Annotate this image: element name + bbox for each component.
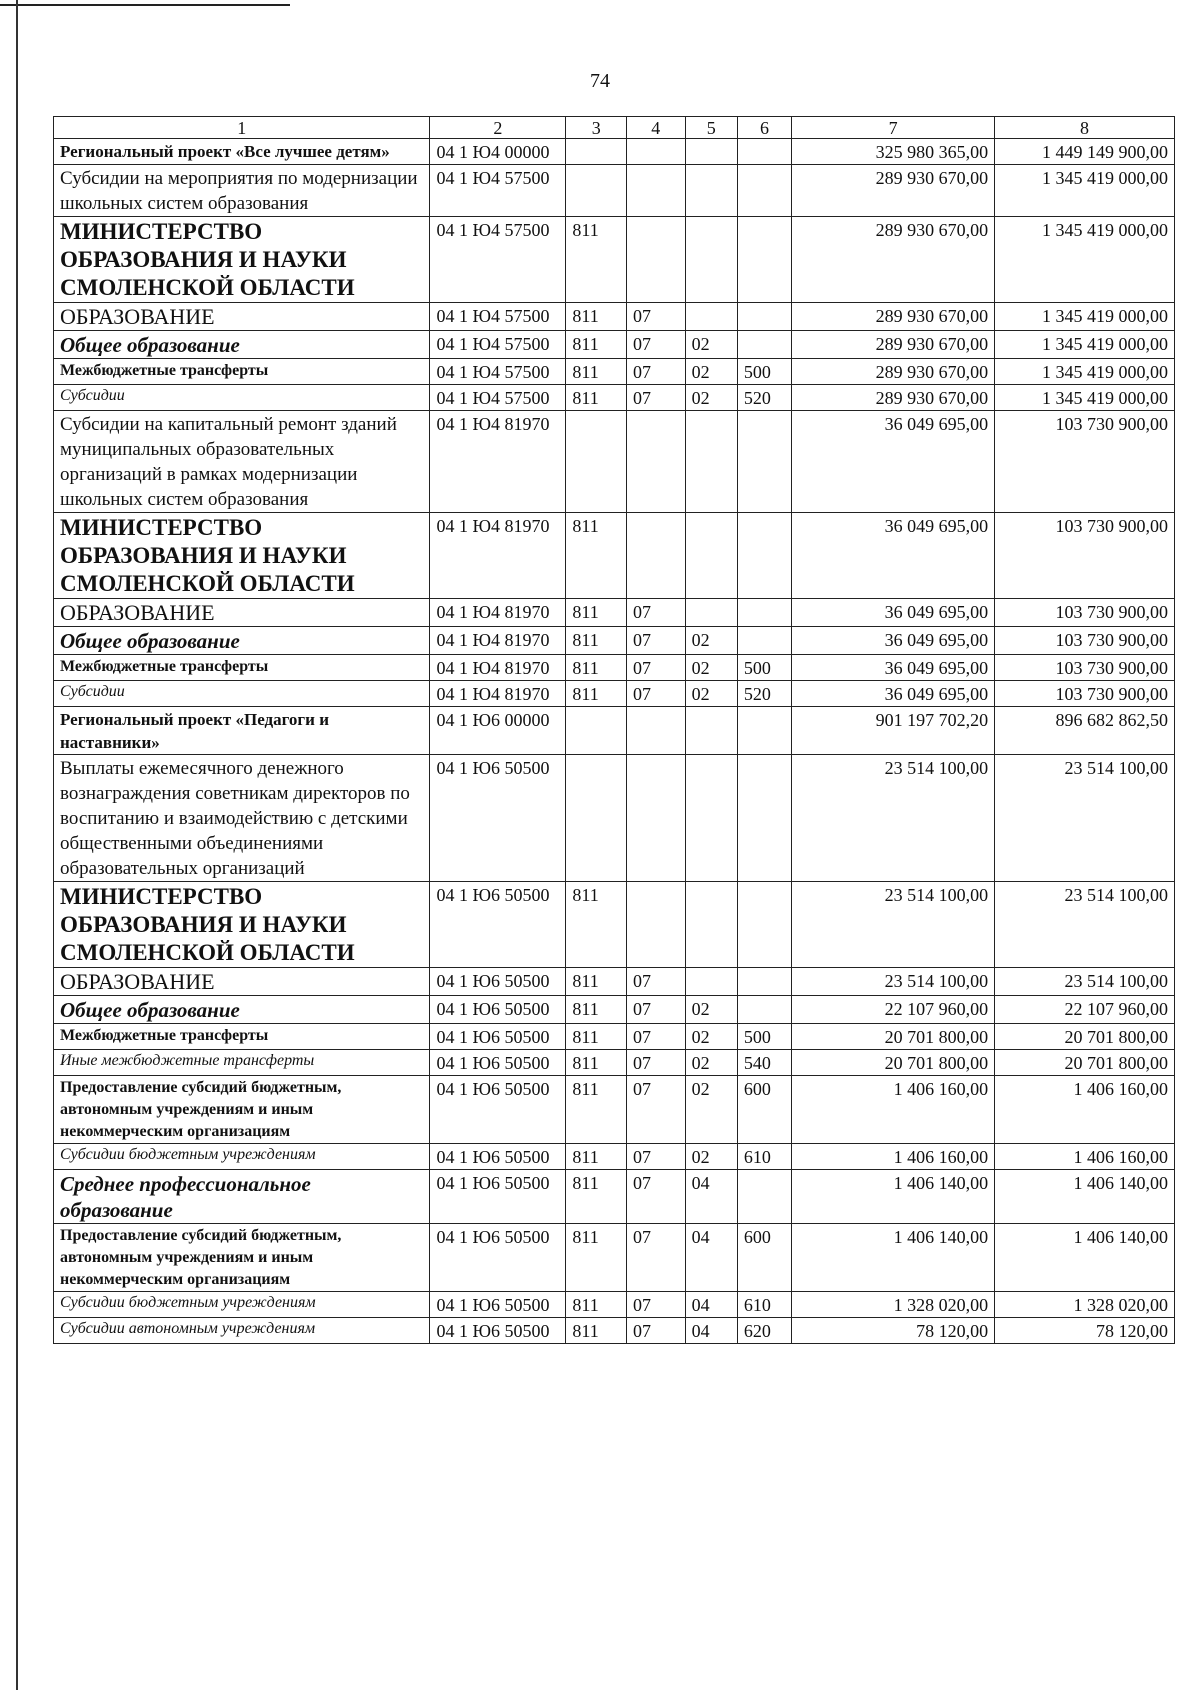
row-col3-cell: 811 bbox=[566, 996, 627, 1024]
row-code-cell: 04 1 Ю6 50500 bbox=[430, 996, 566, 1024]
row-col5-cell: 02 bbox=[685, 1076, 737, 1144]
row-code-cell: 04 1 Ю6 50500 bbox=[430, 1292, 566, 1318]
row-col3-cell: 811 bbox=[566, 1318, 627, 1344]
row-sum8-cell: 22 107 960,00 bbox=[995, 996, 1175, 1024]
row-col4-cell: 07 bbox=[627, 1024, 686, 1050]
table-header-row bbox=[54, 117, 1175, 139]
row-sum8-cell: 103 730 900,00 bbox=[995, 411, 1175, 513]
table-row bbox=[54, 331, 1175, 359]
row-col6-cell: 620 bbox=[737, 1318, 791, 1344]
row-col3-cell bbox=[566, 707, 627, 755]
row-col3-cell: 811 bbox=[566, 599, 627, 627]
table-row bbox=[54, 139, 1175, 165]
row-code-cell: 04 1 Ю6 50500 bbox=[430, 882, 566, 968]
row-sum7-cell: 23 514 100,00 bbox=[792, 882, 995, 968]
table-row bbox=[54, 217, 1175, 303]
table-row bbox=[54, 755, 1175, 882]
row-col6-cell bbox=[737, 968, 791, 996]
row-sum7-cell: 289 930 670,00 bbox=[792, 303, 995, 331]
row-col5-cell: 04 bbox=[685, 1224, 737, 1292]
row-col5-cell bbox=[685, 165, 737, 217]
row-sum7-cell: 289 930 670,00 bbox=[792, 217, 995, 303]
row-col6-cell bbox=[737, 165, 791, 217]
row-col3-cell bbox=[566, 165, 627, 217]
row-col5-cell: 02 bbox=[685, 681, 737, 707]
row-col5-cell bbox=[685, 303, 737, 331]
row-col3-cell: 811 bbox=[566, 359, 627, 385]
row-code-cell: 04 1 Ю4 81970 bbox=[430, 411, 566, 513]
column-number-3: 3 bbox=[566, 117, 627, 139]
row-name-cell: Региональный проект «Педагоги и наставники» bbox=[54, 707, 430, 755]
row-col6-cell: 540 bbox=[737, 1050, 791, 1076]
row-col3-cell: 811 bbox=[566, 627, 627, 655]
row-sum7-cell: 1 406 160,00 bbox=[792, 1076, 995, 1144]
row-col6-cell bbox=[737, 1170, 791, 1224]
row-code-cell: 04 1 Ю4 57500 bbox=[430, 385, 566, 411]
row-col4-cell: 07 bbox=[627, 303, 686, 331]
row-sum8-cell: 896 682 862,50 bbox=[995, 707, 1175, 755]
row-col5-cell: 04 bbox=[685, 1318, 737, 1344]
row-sum8-cell: 20 701 800,00 bbox=[995, 1024, 1175, 1050]
row-name-cell: Иные межбюджетные трансферты bbox=[54, 1050, 430, 1076]
row-col6-cell: 600 bbox=[737, 1076, 791, 1144]
row-col5-cell bbox=[685, 968, 737, 996]
row-name-cell: Субсидии автономным учреждениям bbox=[54, 1318, 430, 1344]
row-sum7-cell: 901 197 702,20 bbox=[792, 707, 995, 755]
row-sum8-cell: 1 406 140,00 bbox=[995, 1170, 1175, 1224]
row-col5-cell bbox=[685, 599, 737, 627]
row-col4-cell: 07 bbox=[627, 359, 686, 385]
row-sum8-cell: 1 406 140,00 bbox=[995, 1224, 1175, 1292]
row-sum7-cell: 20 701 800,00 bbox=[792, 1024, 995, 1050]
row-sum8-cell: 23 514 100,00 bbox=[995, 968, 1175, 996]
row-sum8-cell: 1 345 419 000,00 bbox=[995, 359, 1175, 385]
row-col3-cell bbox=[566, 139, 627, 165]
row-col5-cell: 02 bbox=[685, 996, 737, 1024]
row-col3-cell: 811 bbox=[566, 1224, 627, 1292]
row-code-cell: 04 1 Ю6 50500 bbox=[430, 1024, 566, 1050]
row-name-cell: Субсидии бюджетным учреждениям bbox=[54, 1144, 430, 1170]
row-code-cell: 04 1 Ю6 00000 bbox=[430, 707, 566, 755]
row-name-cell: Среднее профессиональное образование bbox=[54, 1170, 430, 1224]
row-col6-cell: 600 bbox=[737, 1224, 791, 1292]
row-col4-cell bbox=[627, 217, 686, 303]
row-col4-cell bbox=[627, 755, 686, 882]
row-col5-cell bbox=[685, 411, 737, 513]
row-col6-cell: 610 bbox=[737, 1292, 791, 1318]
row-col4-cell: 07 bbox=[627, 1076, 686, 1144]
table-row bbox=[54, 359, 1175, 385]
row-col6-cell bbox=[737, 755, 791, 882]
row-code-cell: 04 1 Ю4 57500 bbox=[430, 303, 566, 331]
row-code-cell: 04 1 Ю6 50500 bbox=[430, 1224, 566, 1292]
row-col3-cell: 811 bbox=[566, 968, 627, 996]
row-col4-cell bbox=[627, 139, 686, 165]
table-row bbox=[54, 627, 1175, 655]
table-row bbox=[54, 655, 1175, 681]
row-name-cell: МИНИСТЕРСТВО ОБРАЗОВАНИЯ И НАУКИ СМОЛЕНСКОЙ ОБЛАСТИ bbox=[54, 882, 430, 968]
row-col3-cell bbox=[566, 755, 627, 882]
table-row bbox=[54, 1224, 1175, 1292]
scan-margin-line bbox=[16, 0, 18, 1690]
column-number-8: 8 bbox=[995, 117, 1175, 139]
row-code-cell: 04 1 Ю6 50500 bbox=[430, 968, 566, 996]
row-col6-cell bbox=[737, 331, 791, 359]
row-name-cell: Межбюджетные трансферты bbox=[54, 655, 430, 681]
table-row bbox=[54, 411, 1175, 513]
row-code-cell: 04 1 Ю6 50500 bbox=[430, 755, 566, 882]
row-col4-cell: 07 bbox=[627, 996, 686, 1024]
row-col5-cell: 02 bbox=[685, 1024, 737, 1050]
row-sum7-cell: 36 049 695,00 bbox=[792, 599, 995, 627]
row-code-cell: 04 1 Ю6 50500 bbox=[430, 1144, 566, 1170]
row-sum8-cell: 103 730 900,00 bbox=[995, 627, 1175, 655]
row-sum7-cell: 289 930 670,00 bbox=[792, 359, 995, 385]
table-row bbox=[54, 996, 1175, 1024]
table-row bbox=[54, 165, 1175, 217]
row-name-cell: Выплаты ежемесячного денежного вознаграждения советникам директоров по воспитанию и взаимодействию с детскими общественными объединениями образовательных организаций bbox=[54, 755, 430, 882]
table-row bbox=[54, 1024, 1175, 1050]
row-col6-cell bbox=[737, 139, 791, 165]
row-col4-cell: 07 bbox=[627, 681, 686, 707]
table-row bbox=[54, 968, 1175, 996]
row-col4-cell: 07 bbox=[627, 655, 686, 681]
row-col4-cell bbox=[627, 513, 686, 599]
row-sum8-cell: 23 514 100,00 bbox=[995, 755, 1175, 882]
row-sum7-cell: 325 980 365,00 bbox=[792, 139, 995, 165]
column-number-5: 5 bbox=[685, 117, 737, 139]
row-col6-cell bbox=[737, 882, 791, 968]
row-sum7-cell: 36 049 695,00 bbox=[792, 681, 995, 707]
row-col6-cell bbox=[737, 513, 791, 599]
table-row bbox=[54, 681, 1175, 707]
row-sum8-cell: 1 345 419 000,00 bbox=[995, 303, 1175, 331]
row-code-cell: 04 1 Ю4 81970 bbox=[430, 513, 566, 599]
row-col6-cell: 500 bbox=[737, 359, 791, 385]
row-code-cell: 04 1 Ю4 00000 bbox=[430, 139, 566, 165]
row-col4-cell: 07 bbox=[627, 331, 686, 359]
row-col3-cell: 811 bbox=[566, 1076, 627, 1144]
row-sum7-cell: 36 049 695,00 bbox=[792, 411, 995, 513]
row-col6-cell: 500 bbox=[737, 655, 791, 681]
row-col5-cell bbox=[685, 707, 737, 755]
row-code-cell: 04 1 Ю4 81970 bbox=[430, 681, 566, 707]
row-code-cell: 04 1 Ю4 57500 bbox=[430, 165, 566, 217]
row-sum7-cell: 289 930 670,00 bbox=[792, 331, 995, 359]
row-col4-cell: 07 bbox=[627, 599, 686, 627]
table-row bbox=[54, 1050, 1175, 1076]
row-col5-cell: 02 bbox=[685, 359, 737, 385]
row-col5-cell bbox=[685, 755, 737, 882]
row-sum7-cell: 1 406 140,00 bbox=[792, 1224, 995, 1292]
row-code-cell: 04 1 Ю4 57500 bbox=[430, 359, 566, 385]
row-col5-cell: 02 bbox=[685, 627, 737, 655]
row-name-cell: Общее образование bbox=[54, 996, 430, 1024]
row-name-cell: ОБРАЗОВАНИЕ bbox=[54, 968, 430, 996]
row-col4-cell bbox=[627, 882, 686, 968]
row-name-cell: Общее образование bbox=[54, 627, 430, 655]
row-col6-cell bbox=[737, 303, 791, 331]
row-col4-cell: 07 bbox=[627, 1224, 686, 1292]
row-col4-cell: 07 bbox=[627, 1318, 686, 1344]
row-sum8-cell: 1 449 149 900,00 bbox=[995, 139, 1175, 165]
page-number: 74 bbox=[590, 70, 610, 92]
row-col5-cell bbox=[685, 217, 737, 303]
row-col5-cell: 02 bbox=[685, 1144, 737, 1170]
row-name-cell: Предоставление субсидий бюджетным, автономным учреждениям и иным некоммерческим организациям bbox=[54, 1076, 430, 1144]
row-sum7-cell: 289 930 670,00 bbox=[792, 385, 995, 411]
row-sum7-cell: 289 930 670,00 bbox=[792, 165, 995, 217]
row-col5-cell: 02 bbox=[685, 331, 737, 359]
column-number-7: 7 bbox=[792, 117, 995, 139]
row-name-cell: МИНИСТЕРСТВО ОБРАЗОВАНИЯ И НАУКИ СМОЛЕНСКОЙ ОБЛАСТИ bbox=[54, 217, 430, 303]
row-name-cell: МИНИСТЕРСТВО ОБРАЗОВАНИЯ И НАУКИ СМОЛЕНСКОЙ ОБЛАСТИ bbox=[54, 513, 430, 599]
row-sum7-cell: 36 049 695,00 bbox=[792, 655, 995, 681]
row-col4-cell: 07 bbox=[627, 385, 686, 411]
table-row bbox=[54, 1170, 1175, 1224]
row-sum8-cell: 1 406 160,00 bbox=[995, 1144, 1175, 1170]
row-col5-cell: 02 bbox=[685, 1050, 737, 1076]
row-col4-cell bbox=[627, 165, 686, 217]
row-col4-cell: 07 bbox=[627, 1144, 686, 1170]
row-col3-cell: 811 bbox=[566, 513, 627, 599]
row-col3-cell: 811 bbox=[566, 331, 627, 359]
row-sum8-cell: 1 345 419 000,00 bbox=[995, 165, 1175, 217]
row-sum8-cell: 1 406 160,00 bbox=[995, 1076, 1175, 1144]
row-col6-cell bbox=[737, 411, 791, 513]
budget-table bbox=[53, 116, 1175, 1344]
row-col6-cell bbox=[737, 217, 791, 303]
column-number-2: 2 bbox=[430, 117, 566, 139]
column-number-4: 4 bbox=[627, 117, 686, 139]
row-sum7-cell: 1 328 020,00 bbox=[792, 1292, 995, 1318]
row-name-cell: Региональный проект «Все лучшее детям» bbox=[54, 139, 430, 165]
row-name-cell: ОБРАЗОВАНИЕ bbox=[54, 599, 430, 627]
row-col6-cell bbox=[737, 996, 791, 1024]
row-sum8-cell: 103 730 900,00 bbox=[995, 655, 1175, 681]
row-col5-cell: 02 bbox=[685, 655, 737, 681]
row-sum7-cell: 1 406 140,00 bbox=[792, 1170, 995, 1224]
row-sum8-cell: 78 120,00 bbox=[995, 1318, 1175, 1344]
row-col6-cell bbox=[737, 707, 791, 755]
row-name-cell: Субсидии на мероприятия по модернизации школьных систем образования bbox=[54, 165, 430, 217]
row-col6-cell bbox=[737, 599, 791, 627]
row-name-cell: Субсидии bbox=[54, 385, 430, 411]
row-col3-cell: 811 bbox=[566, 1050, 627, 1076]
row-col5-cell bbox=[685, 882, 737, 968]
row-code-cell: 04 1 Ю4 81970 bbox=[430, 627, 566, 655]
row-col3-cell: 811 bbox=[566, 385, 627, 411]
table-row bbox=[54, 385, 1175, 411]
row-sum7-cell: 78 120,00 bbox=[792, 1318, 995, 1344]
row-sum8-cell: 103 730 900,00 bbox=[995, 681, 1175, 707]
row-sum7-cell: 36 049 695,00 bbox=[792, 627, 995, 655]
row-code-cell: 04 1 Ю4 81970 bbox=[430, 655, 566, 681]
row-name-cell: Межбюджетные трансферты bbox=[54, 359, 430, 385]
row-col6-cell: 520 bbox=[737, 681, 791, 707]
row-name-cell: Предоставление субсидий бюджетным, автономным учреждениям и иным некоммерческим организациям bbox=[54, 1224, 430, 1292]
row-sum8-cell: 103 730 900,00 bbox=[995, 513, 1175, 599]
row-name-cell: Субсидии bbox=[54, 681, 430, 707]
row-code-cell: 04 1 Ю4 81970 bbox=[430, 599, 566, 627]
row-col5-cell: 04 bbox=[685, 1170, 737, 1224]
row-name-cell: ОБРАЗОВАНИЕ bbox=[54, 303, 430, 331]
table-row bbox=[54, 707, 1175, 755]
row-col6-cell: 520 bbox=[737, 385, 791, 411]
column-number-6: 6 bbox=[737, 117, 791, 139]
row-col3-cell: 811 bbox=[566, 1292, 627, 1318]
row-col5-cell: 02 bbox=[685, 385, 737, 411]
row-name-cell: Межбюджетные трансферты bbox=[54, 1024, 430, 1050]
row-sum7-cell: 20 701 800,00 bbox=[792, 1050, 995, 1076]
table-row bbox=[54, 882, 1175, 968]
row-col4-cell bbox=[627, 411, 686, 513]
row-name-cell: Субсидии бюджетным учреждениям bbox=[54, 1292, 430, 1318]
table-row bbox=[54, 1318, 1175, 1344]
row-code-cell: 04 1 Ю6 50500 bbox=[430, 1076, 566, 1144]
row-code-cell: 04 1 Ю6 50500 bbox=[430, 1170, 566, 1224]
scan-edge-line bbox=[0, 4, 290, 6]
table-row bbox=[54, 1144, 1175, 1170]
row-col6-cell: 610 bbox=[737, 1144, 791, 1170]
row-sum8-cell: 23 514 100,00 bbox=[995, 882, 1175, 968]
row-sum8-cell: 1 345 419 000,00 bbox=[995, 217, 1175, 303]
row-col3-cell bbox=[566, 411, 627, 513]
row-sum8-cell: 1 345 419 000,00 bbox=[995, 385, 1175, 411]
row-col3-cell: 811 bbox=[566, 655, 627, 681]
row-code-cell: 04 1 Ю4 57500 bbox=[430, 331, 566, 359]
row-code-cell: 04 1 Ю4 57500 bbox=[430, 217, 566, 303]
row-col3-cell: 811 bbox=[566, 1144, 627, 1170]
row-col5-cell bbox=[685, 513, 737, 599]
table-row bbox=[54, 303, 1175, 331]
row-code-cell: 04 1 Ю6 50500 bbox=[430, 1050, 566, 1076]
table-row bbox=[54, 513, 1175, 599]
row-sum8-cell: 20 701 800,00 bbox=[995, 1050, 1175, 1076]
row-sum8-cell: 1 328 020,00 bbox=[995, 1292, 1175, 1318]
row-col4-cell bbox=[627, 707, 686, 755]
row-col4-cell: 07 bbox=[627, 1050, 686, 1076]
row-col6-cell bbox=[737, 627, 791, 655]
row-sum7-cell: 22 107 960,00 bbox=[792, 996, 995, 1024]
row-col5-cell bbox=[685, 139, 737, 165]
column-number-1: 1 bbox=[54, 117, 430, 139]
row-col3-cell: 811 bbox=[566, 1170, 627, 1224]
row-col3-cell: 811 bbox=[566, 303, 627, 331]
row-code-cell: 04 1 Ю6 50500 bbox=[430, 1318, 566, 1344]
table-body bbox=[54, 117, 1175, 1344]
row-name-cell: Общее образование bbox=[54, 331, 430, 359]
row-col4-cell: 07 bbox=[627, 1170, 686, 1224]
row-col3-cell: 811 bbox=[566, 1024, 627, 1050]
row-col4-cell: 07 bbox=[627, 1292, 686, 1318]
table-row bbox=[54, 1292, 1175, 1318]
row-sum8-cell: 103 730 900,00 bbox=[995, 599, 1175, 627]
table-row bbox=[54, 1076, 1175, 1144]
row-sum7-cell: 1 406 160,00 bbox=[792, 1144, 995, 1170]
row-col3-cell: 811 bbox=[566, 681, 627, 707]
row-sum7-cell: 23 514 100,00 bbox=[792, 755, 995, 882]
row-col3-cell: 811 bbox=[566, 217, 627, 303]
row-sum7-cell: 36 049 695,00 bbox=[792, 513, 995, 599]
row-sum8-cell: 1 345 419 000,00 bbox=[995, 331, 1175, 359]
row-col3-cell: 811 bbox=[566, 882, 627, 968]
row-col4-cell: 07 bbox=[627, 968, 686, 996]
row-col4-cell: 07 bbox=[627, 627, 686, 655]
row-col6-cell: 500 bbox=[737, 1024, 791, 1050]
row-col5-cell: 04 bbox=[685, 1292, 737, 1318]
row-name-cell: Субсидии на капитальный ремонт зданий муниципальных образовательных организаций в рамках модернизации школьных систем образования bbox=[54, 411, 430, 513]
table-row bbox=[54, 599, 1175, 627]
row-sum7-cell: 23 514 100,00 bbox=[792, 968, 995, 996]
